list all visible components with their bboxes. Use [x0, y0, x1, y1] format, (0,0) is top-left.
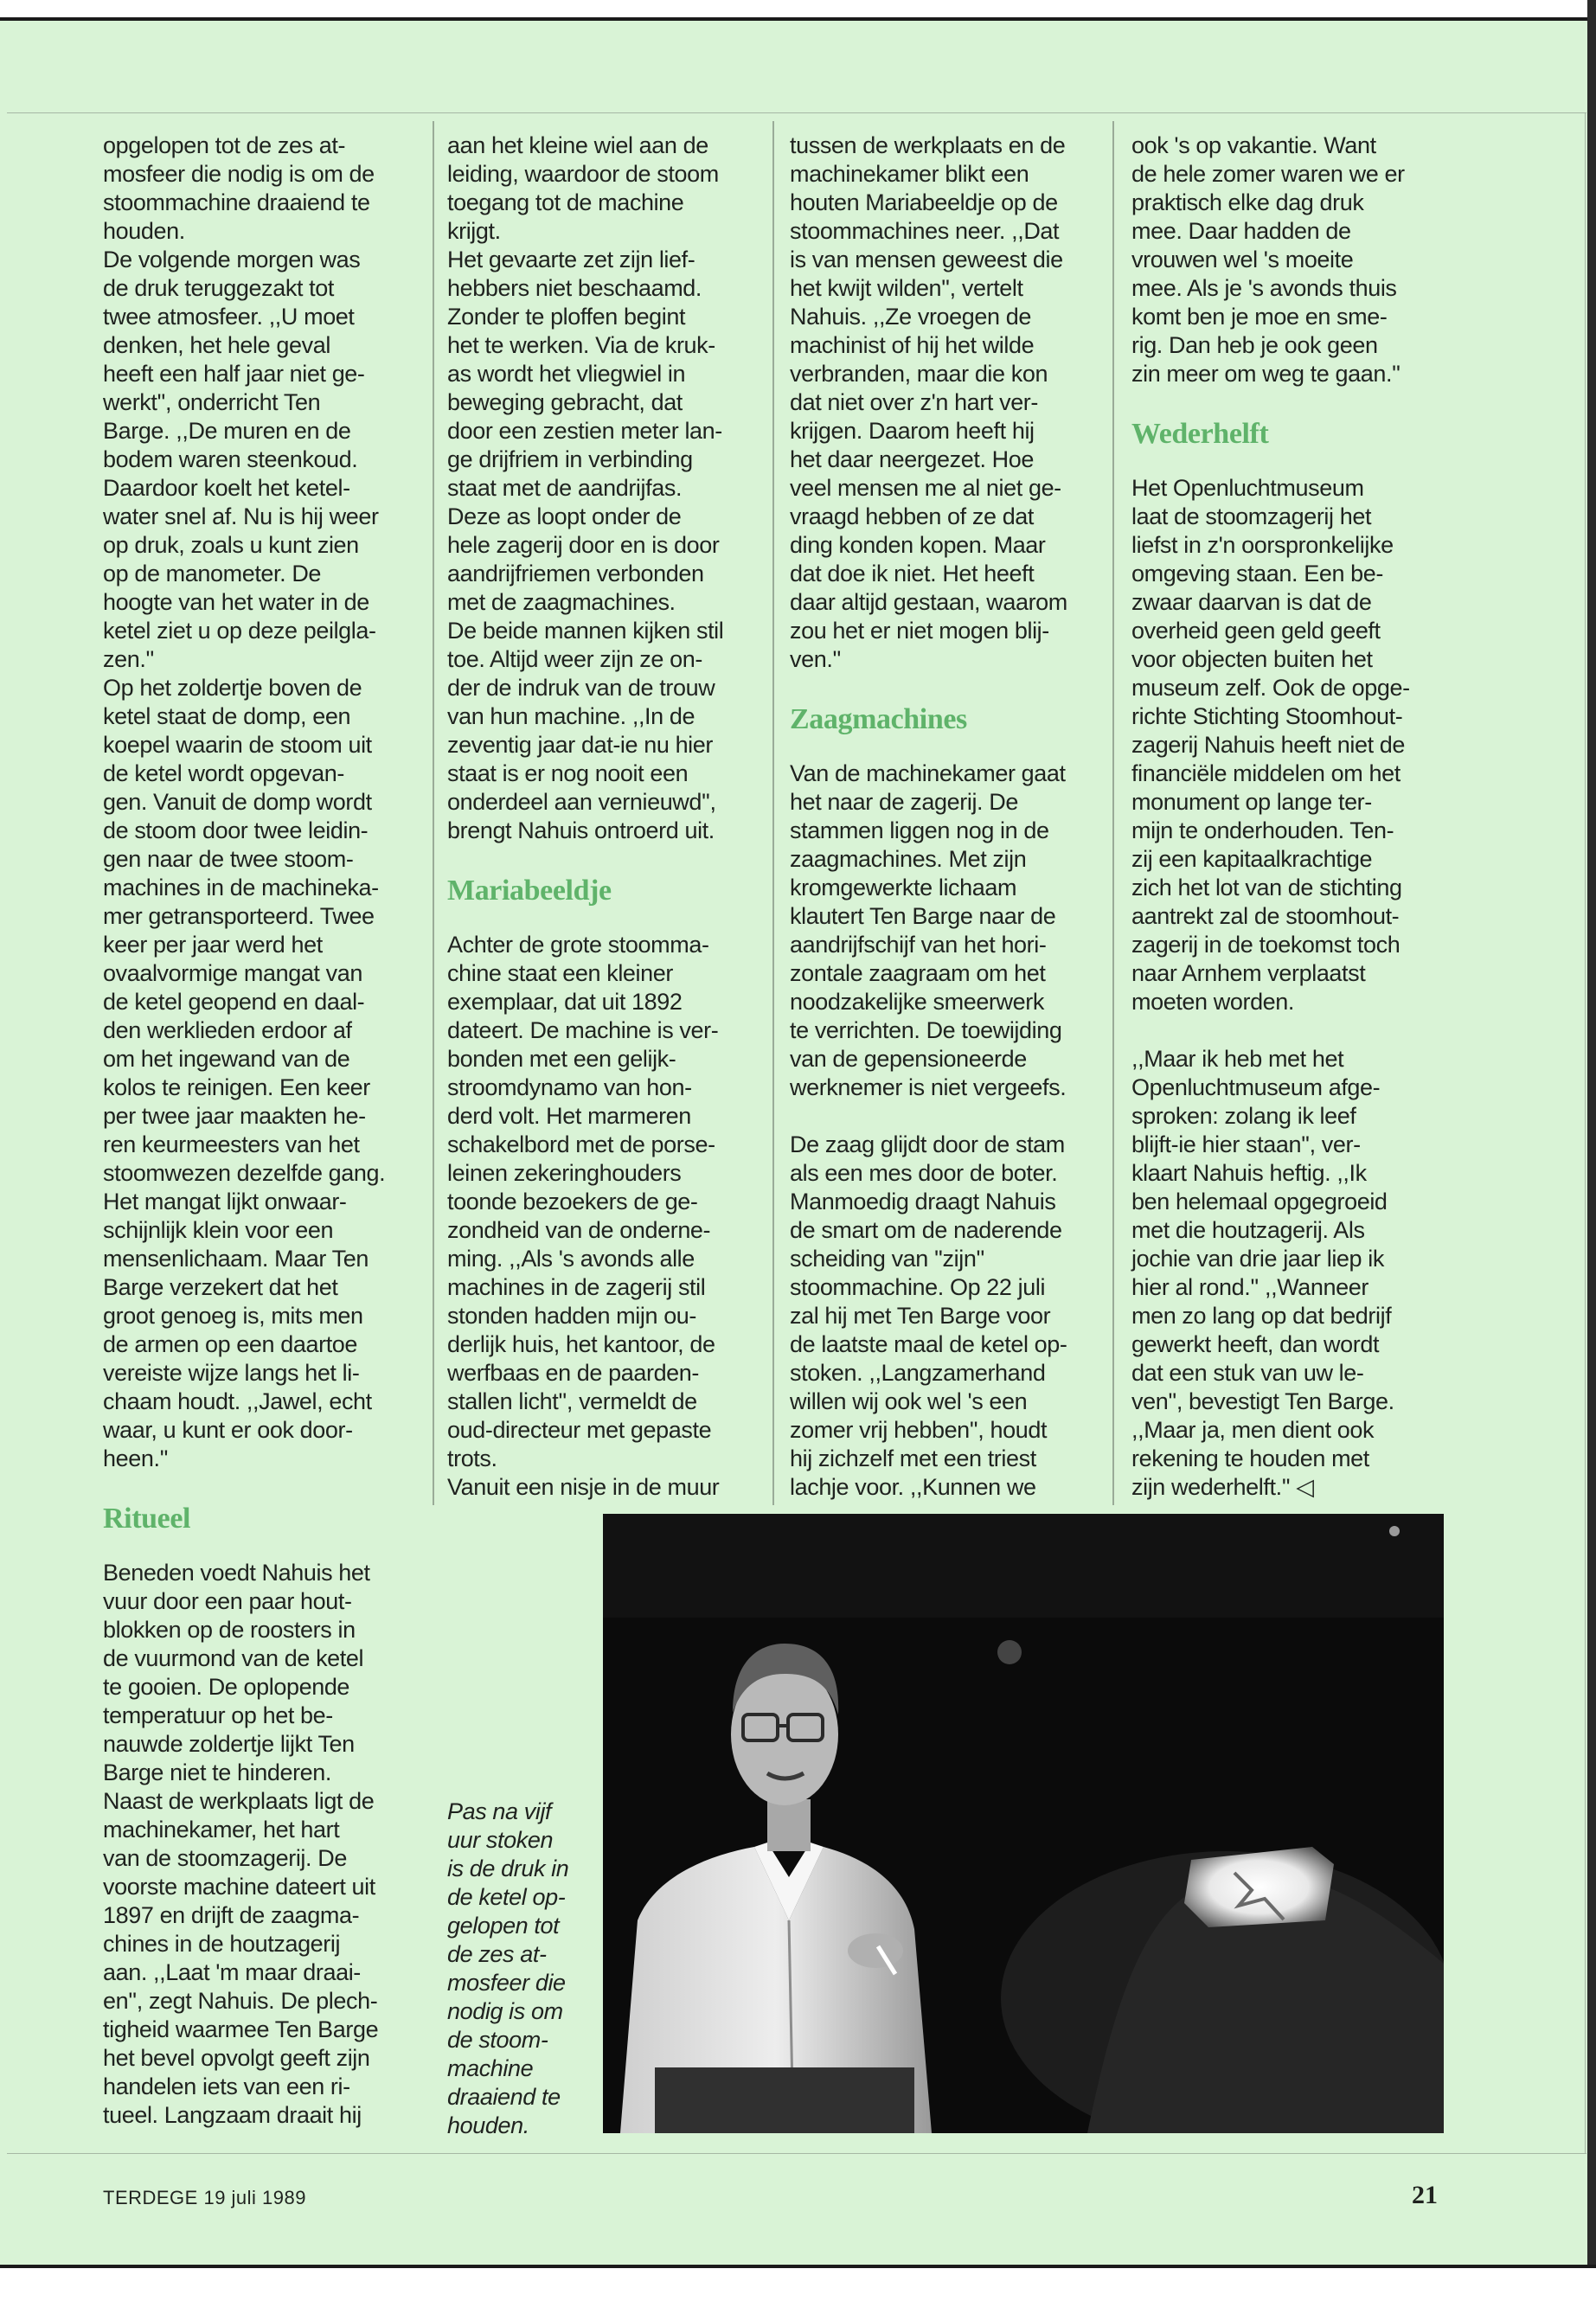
article-column-3	[790, 131, 1106, 1530]
publication-footer: TERDEGE 19 juli 1989	[103, 2187, 306, 2208]
man-hand	[848, 1933, 903, 1968]
paragraph: ook 's op vakantie. Want de hele zomer waren we er praktisch elke dag druk mee. Daar hadden de vrouwen wel 's moeite mee. Als je 's avonds thuis komt ben je moe en sme- rig. Dan heb je ook geen zin meer om weg te gaan.''	[1131, 132, 1405, 387]
column-rule	[1112, 121, 1114, 1505]
section-heading: Wederhelft	[1131, 418, 1269, 450]
article-photo	[603, 1514, 1444, 2133]
column-rule	[433, 121, 434, 1505]
section-heading: Ritueel	[103, 1503, 191, 1535]
page-frame-right	[1585, 112, 1586, 2154]
paragraph: Het Openluchtmuseum laat de stoomzagerij het liefst in z'n oorspronkelijke omgeving staan. Een be- zwaar daarvan is dat de overheid geen geld geeft voor objecten buiten het museum zelf. Ook de opge- richte Stichting Stoomhout- zagerij Nahuis heeft niet de financiële middelen om het monument op lange ter- mijn te onderhouden. Ten- zij een kapitaalkrachtige zich het lot van de stichting aantrekt zal de stoomhout- zagerij in de toekomst toch naar Arnhem verplaatst moeten worden.	[1131, 475, 1410, 1015]
paragraph: tussen de werkplaats en de machinekamer blikt een houten Mariabeeldje op de stoommachines neer. ,,Dat is van mensen geweest die het kwijt wilden'', vertelt Nahuis. ,,Ze vroegen de machinist of hij het wilde verbranden, maar die kon dat niet over z'n hart ver- krijgen. Daarom heeft hij het daar neergezet. Hoe veel mensen me al niet ge- vraagd hebben of ze dat ding konden kopen. Maar dat doe ik niet. Het heeft daar altijd gestaan, waarom zou het er niet mogen blij- ven.''	[790, 132, 1067, 672]
section-heading: Mariabeeldje	[447, 875, 612, 907]
top-border	[0, 17, 1596, 21]
section-heading: Zaagmachines	[790, 703, 967, 735]
article-column-4	[1131, 131, 1452, 1530]
article-column-2	[447, 131, 763, 1530]
column-rule	[772, 121, 774, 1505]
paragraph: De zaag glijdt door de stam als een mes door de boter. Manmoedig draagt Nahuis de smart om de naderende scheiding van ''zijn'' stoommachine. Op 22 juli zal hij met Ten Barge voor de laatste maal de ketel op- stoken. ,,Langzamerhand willen wij ook wel 's een zomer vrij hebben'', houdt hij zichzelf met een triest lachje voor. ,,Kunnen we	[790, 1131, 1067, 1500]
furnace-fire	[1184, 1847, 1334, 1927]
top-margin	[0, 0, 1596, 17]
paragraph: opgelopen tot de zes at- mosfeer die nodig is om de stoommachine draaiend te houden. De volgende morgen was de druk teruggezakt tot twee atmosfeer. ,,U moet denken, het hele geval heeft een half jaar niet ge- werkt'', onderricht Ten Barge. ,,De muren en de bodem waren steenkoud. Daardoor koelt het ketel- water snel af. Nu is hij weer op druk, zoals u kunt zien op de manometer. De hoogte van het water in de ketel ziet u op deze peilgla- zen.'' Op het zoldertje boven de ketel staat de domp, een koepel waarin de stoom uit de ketel wordt opgevan- gen. Vanuit de domp wordt de stoom door twee leidin- gen naar de twee stoom- machines in de machineka- mer getransporteerd. Twee keer per jaar werd het ovaalvormige mangat van de ketel geopend en daal- den werklieden erdoor af om het ingewand van de kolos te reinigen. Een keer per twee jaar maakten he- ren keurmeesters van het stoomwezen dezelfde gang. Het mangat lijkt onwaar- schijnlijk klein voor een mensenlichaam. Maar Ten Barge verzekert dat het groot genoeg is, mits men de armen op een daartoe vereiste wijze langs het li- chaam houdt. ,,Jawel, echt waar, u kunt er ook door- heen.''	[103, 132, 386, 1471]
paragraph: Van de machinekamer gaat het naar de zagerij. De stammen liggen nog in de zaagmachines. Met zijn kromgewerkte lichaam klautert Ten Barge naar de aandrijfschijf van het hori- zontale zaagraam om het noodzakelijke smeerwerk te verrichten. De toewijding van de gepensioneerde werknemer is niet vergeefs.	[790, 760, 1067, 1100]
article-column-1	[103, 131, 423, 2158]
paragraph: Beneden voedt Nahuis het vuur door een paar hout- blokken op de roosters in de vuurmond van de ketel te gooien. De oplopende temperatuur op het be- nauwde zoldertje lijkt Ten Barge niet te hinderen. Naast de werkplaats ligt de machinekamer, het hart van de stoomzagerij. De voorste machine dateert uit 1897 en drijft de zaagma- chines in de houtzagerij aan. ,,Laat 'm maar draai- en'', zegt Nahuis. De plech- tigheid waarmee Ten Barge het bevel opvolgt geeft zijn handelen iets van een ri- tueel. Langzaam draait hij	[103, 1560, 379, 2128]
bottom-margin	[0, 2268, 1596, 2301]
photo-caption: Pas na vijf uur stoken is de druk in de ketel op- gelopen tot de zes at- mosfeer die nodig is om de stoom- machine draaiend te houden.	[447, 1798, 569, 2138]
right-border	[1587, 0, 1596, 2301]
paragraph: ,,Maar ik heb met het Openluchtmuseum afge- sproken: zolang ik leef blijft-ie hier staan'', ver- klaart Nahuis heftig. ,,Ik ben helemaal opgegroeid met die houtzagerij. Als jochie van drie jaar liep ik hier al rond.'' ,,Wanneer men zo lang op dat bedrijf gewerkt heeft, dan wordt dat een stuk van uw le- ven'', bevestigt Ten Barge. ,,Maar ja, men dient ook rekening te houden met zijn wederhelft.'' ◁	[1131, 1046, 1394, 1500]
man-by-furnace-illustration	[603, 1514, 1444, 2133]
paragraph: Achter de grote stoomma- chine staat een kleiner exemplaar, dat uit 1892 dateert. De machine is ver- bonden met een gelijk- stroomdynamo van hon- derd volt. Het marmeren schakelbord met de porse- leinen zekeringhouders toonde bezoekers de ge- zondheid van de onderne- ming. ,,Als 's avonds alle machines in de zagerij stil stonden hadden mijn ou- derlijk huis, het kantoor, de werfbaas en de paarden- stallen licht'', vermeldt de oud-directeur met gepaste trots. Vanuit een nisje in de muur	[447, 932, 720, 1500]
page-number: 21	[1412, 2181, 1438, 2209]
paragraph: aan het kleine wiel aan de leiding, waardoor de stoom toegang tot de machine krijgt. Het gevaarte zet zijn lief- hebbers niet beschaamd. Zonder te ploffen begint het te werken. Via de kruk- as wordt het vliegwiel in beweging gebracht, dat door een zestien meter lan- ge drijfriem in verbinding staat met de aandrijfas. Deze as loopt onder de hele zagerij door en is door aandrijfriemen verbonden met de zaagmachines. De beide mannen kijken stil toe. Altijd weer zijn ze on- der de indruk van de trouw van hun machine. ,,In de zeventig jaar dat-ie nu hier staat is er nog nooit een onderdeel aan vernieuwd'', brengt Nahuis ontroerd uit.	[447, 132, 724, 843]
